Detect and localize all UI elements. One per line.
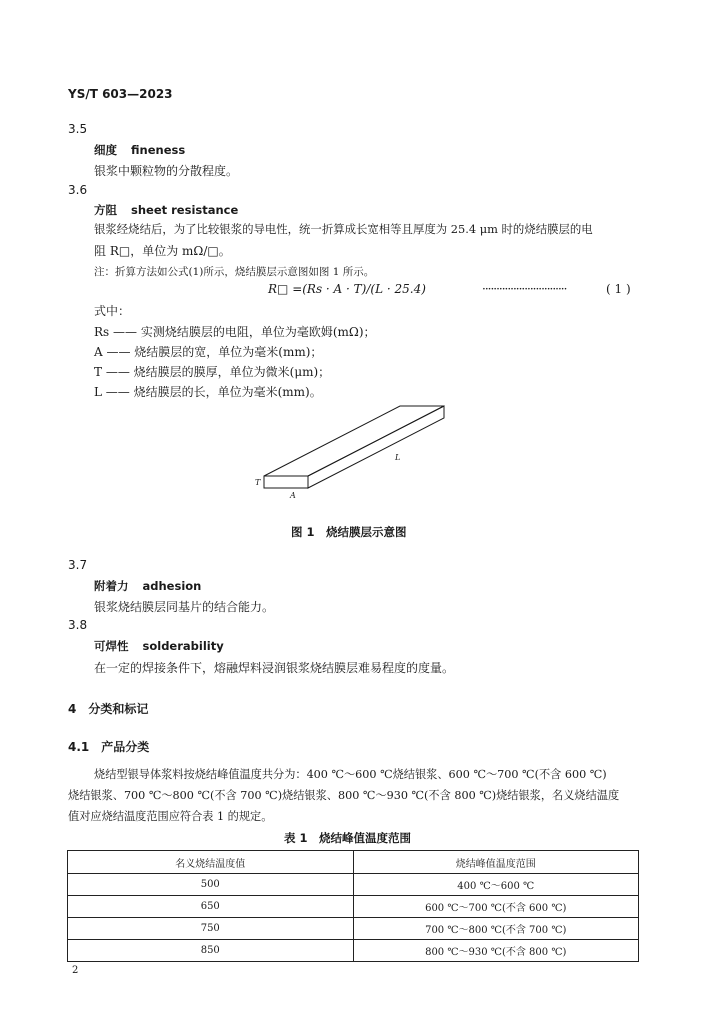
term-definition-line: 阻 R□，单位为 mΩ/□。: [94, 244, 231, 258]
clause-number: 3.8: [68, 618, 88, 632]
table-cell: 600 ℃～700 ℃(不含 600 ℃): [353, 896, 639, 918]
table-row: [68, 940, 639, 962]
term-heading: [94, 638, 224, 654]
formula: R□ =(Rs · A · T)/(L · 25.4): [268, 282, 426, 296]
term-definition: 银浆烧结膜层同基片的结合能力。: [94, 600, 275, 614]
term-en: fineness: [131, 143, 186, 157]
film-layer-diagram: [250, 400, 470, 500]
clause-number: 3.6: [68, 183, 88, 197]
where-label: 式中：: [94, 304, 131, 318]
clause-number: 3.7: [68, 558, 88, 572]
term-cn: 可焊性: [94, 639, 129, 653]
page-number: 2: [72, 965, 79, 976]
film-front-face: [264, 476, 308, 488]
section-heading: 4 分类和标记: [68, 702, 149, 716]
figure-caption: 图 1 烧结膜层示意图: [291, 525, 407, 539]
table-header-row: [68, 851, 639, 874]
table-caption: 表 1 烧结峰值温度范围: [284, 831, 412, 845]
label-width: A: [290, 491, 296, 500]
label-thickness: T: [255, 478, 261, 487]
paragraph-line: 烧结银浆、700 ℃～800 ℃(不含 700 ℃)烧结银浆、800 ℃～930 ℃(不含 800 ℃)烧结银浆，名义烧结温度: [68, 789, 620, 802]
table-cell: 500: [68, 874, 354, 896]
variable-definition: A —— 烧结膜层的宽，单位为毫米(mm)；: [94, 345, 323, 359]
table-cell: 850: [68, 940, 354, 962]
table-row: [68, 874, 639, 896]
term-en: sheet resistance: [131, 203, 239, 217]
term-cn: 附着力: [94, 579, 129, 593]
formula-leader: ······························: [482, 282, 567, 296]
term-cn: 方阻: [94, 203, 117, 217]
table-cell: 400 ℃～600 ℃: [353, 874, 639, 896]
clause-number: 3.5: [68, 122, 88, 136]
term-heading: [94, 202, 238, 218]
table-cell: 800 ℃～930 ℃(不含 800 ℃): [353, 940, 639, 962]
table-cell: 750: [68, 918, 354, 940]
term-cn: 细度: [94, 143, 117, 157]
variable-definition: T —— 烧结膜层的膜厚，单位为微米(μm)；: [94, 365, 331, 379]
term-en: solderability: [142, 639, 224, 653]
film-top-face: [264, 406, 444, 476]
column-header: 名义烧结温度值: [68, 851, 354, 874]
standard-number: YS/T 603—2023: [68, 87, 173, 101]
variable-definition: L —— 烧结膜层的长，单位为毫米(mm)。: [94, 385, 322, 399]
variable-definition: Rs —— 实测烧结膜层的电阻，单位为毫欧姆(mΩ)；: [94, 325, 376, 339]
note: 注：折算方法如公式(1)所示，烧结膜层示意图如图 1 所示。: [94, 266, 375, 278]
table-row: [68, 896, 639, 918]
table-cell: 650: [68, 896, 354, 918]
formula-number: ( 1 ): [606, 282, 631, 296]
column-header: 烧结峰值温度范围: [353, 851, 639, 874]
table-row: [68, 918, 639, 940]
paragraph-line: 烧结型银导体浆料按烧结峰值温度共分为：400 ℃～600 ℃烧结银浆、600 ℃～700 ℃(不含 600 ℃): [94, 768, 607, 781]
subsection-heading: 4.1 产品分类: [68, 740, 150, 754]
term-en: adhesion: [142, 579, 202, 593]
paragraph-line: 值对应烧结温度范围应符合表 1 的规定。: [68, 810, 273, 823]
term-definition: 银浆中颗粒物的分散程度。: [94, 164, 239, 178]
table-cell: 700 ℃～800 ℃(不含 700 ℃): [353, 918, 639, 940]
term-definition: 在一定的焊接条件下，熔融焊料浸润银浆烧结膜层难易程度的度量。: [94, 661, 455, 675]
firing-temperature-table: [67, 850, 639, 962]
term-heading: [94, 578, 201, 594]
label-length: L: [395, 453, 401, 462]
term-heading: [94, 142, 185, 158]
term-definition-line: 银浆经烧结后，为了比较银浆的导电性，统一折算成长宽相等且厚度为 25.4 μm 时的烧结膜层的电: [94, 222, 593, 236]
